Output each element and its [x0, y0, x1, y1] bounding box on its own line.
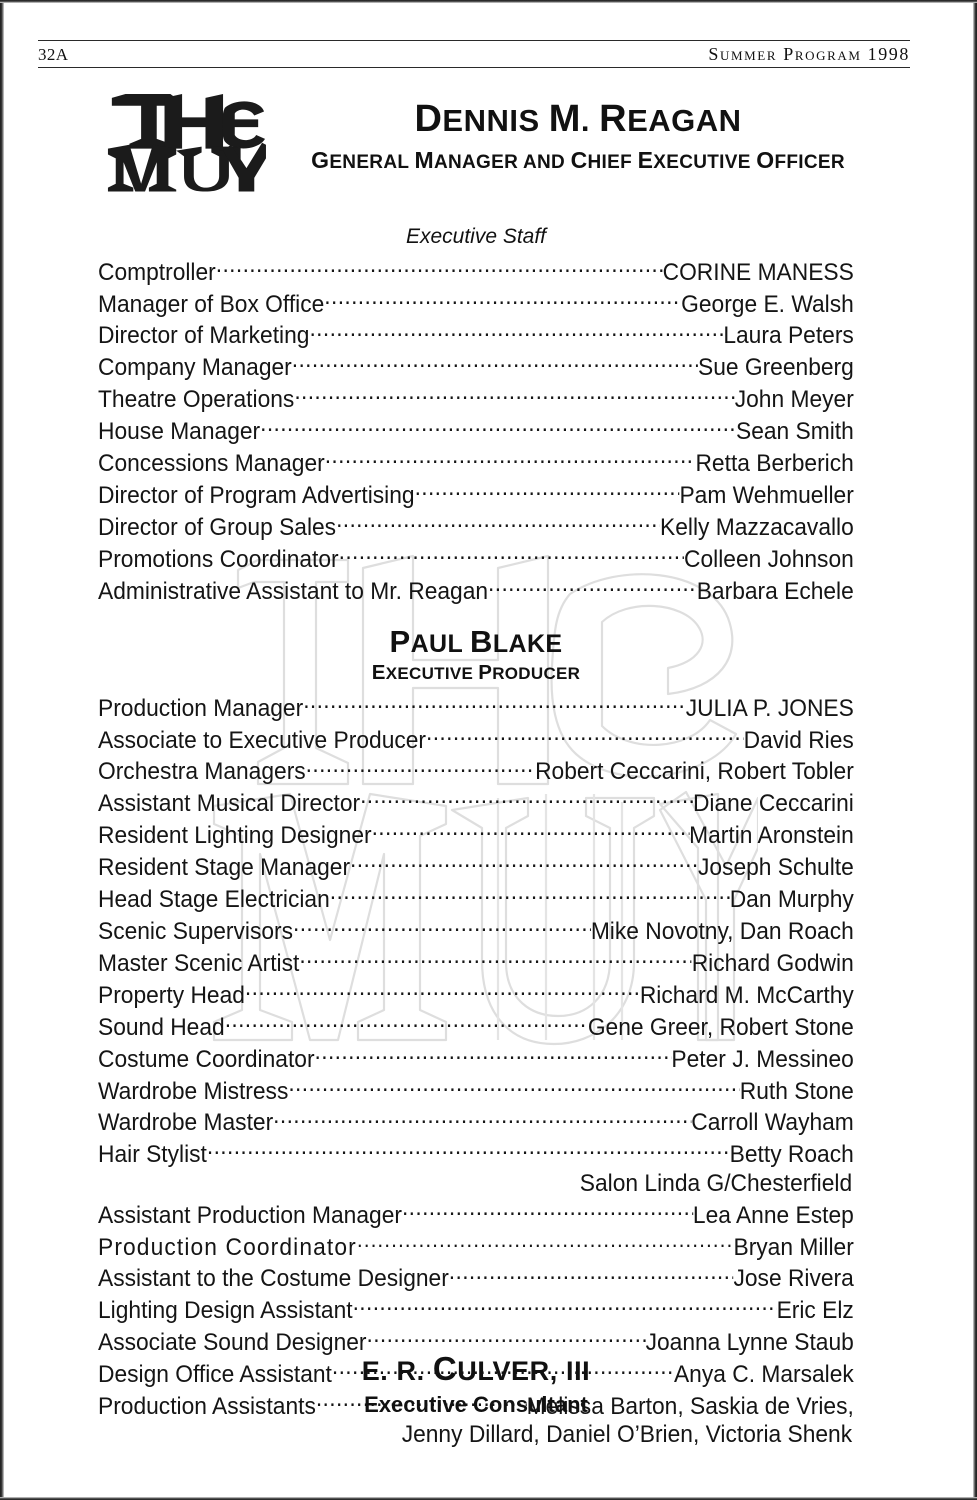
credit-role: Orchestra Managers: [98, 758, 306, 786]
page-folio: 32A: [38, 44, 69, 64]
dot-leader: [426, 723, 744, 748]
production-assistants-continuation: Jenny Dillard, Daniel O’Brien, Victoria Shenk: [401, 1421, 853, 1449]
credit-person: Richard M. McCarthy: [639, 981, 854, 1009]
credit-role: Production Assistants: [98, 1393, 316, 1421]
consultant-name: E. R. CULVER, III: [361, 1350, 591, 1387]
credit-person: Carroll Wayham: [691, 1109, 854, 1137]
dot-leader: [336, 510, 660, 535]
credit-person: Joseph Schulte: [697, 854, 854, 882]
issue-label: Summer Program 1998: [708, 44, 910, 64]
credit-person: Anya C. Marsalek: [673, 1361, 854, 1389]
producer-section-heading: [98, 626, 854, 683]
credit-person: Lea Anne Estep: [692, 1201, 854, 1229]
credit-row: [98, 1106, 854, 1138]
dot-leader: [330, 883, 730, 908]
credit-row: [98, 415, 854, 447]
credit-row: [98, 946, 854, 978]
the-muny-logo: [106, 94, 266, 192]
credit-row: [98, 1138, 854, 1170]
credit-row: [98, 914, 854, 946]
credit-person: Sue Greenberg: [697, 354, 854, 382]
dot-leader: [207, 1138, 730, 1163]
credit-role: Hair Stylist: [98, 1141, 207, 1169]
credit-person: Colleen Johnson: [684, 545, 854, 573]
dot-leader: [488, 574, 697, 599]
credit-person: Ruth Stone: [739, 1077, 854, 1105]
scan-edge-right: [973, 0, 977, 1500]
dot-leader: [293, 914, 591, 939]
credit-person: Gene Greer, Robert Stone: [587, 1013, 854, 1041]
credit-role: Resident Lighting Designer: [98, 822, 372, 850]
credit-role: Company Manager: [98, 354, 292, 382]
credit-role: Master Scenic Artist: [98, 949, 300, 977]
credit-row: [98, 1042, 854, 1074]
credit-role: Assistant Production Manager: [98, 1201, 402, 1229]
credit-role: Head Stage Electrician: [98, 886, 330, 914]
credit-row: [98, 1198, 854, 1230]
credits-body: [98, 225, 854, 1450]
credit-role: Manager of Box Office: [98, 290, 325, 318]
credit-role: House Manager: [98, 418, 261, 446]
credit-person: Bryan Miller: [733, 1233, 854, 1261]
dot-leader: [306, 755, 535, 780]
credit-person: Sean Smith: [736, 418, 854, 446]
credit-person: Laura Peters: [723, 322, 854, 350]
dot-leader: [353, 1294, 777, 1319]
credit-row: [98, 351, 854, 383]
credit-person: Betty Roach: [729, 1141, 854, 1169]
credit-role: Production Coordinator: [98, 1233, 357, 1261]
scan-edge-top: [0, 0, 977, 3]
credit-person: Retta Berberich: [695, 450, 854, 478]
credit-role: Production Manager: [98, 694, 304, 722]
dot-leader: [288, 1074, 739, 1099]
credit-row: [98, 542, 854, 574]
credit-row: [98, 1262, 854, 1294]
credit-role: Concessions Manager: [98, 450, 325, 478]
credit-row: [98, 510, 854, 542]
producer-role: EXECUTIVE PRODUCER: [371, 660, 581, 684]
credit-role: Resident Stage Manager: [98, 854, 351, 882]
consultant-role: Executive Consultant: [364, 1391, 588, 1417]
credit-role: Wardrobe Mistress: [98, 1077, 289, 1105]
credit-person: Dan Murphy: [729, 886, 854, 914]
credit-role: Assistant to the Costume Designer: [98, 1265, 449, 1293]
credit-person: Pam Wehmueller: [679, 481, 854, 509]
credit-row: [98, 978, 854, 1010]
credit-row: [98, 819, 854, 851]
executive-name: DENNIS M. REAGAN: [414, 98, 742, 140]
credit-person: Martin Aronstein: [689, 822, 854, 850]
credit-row: [98, 723, 854, 755]
credit-role: Scenic Supervisors: [98, 917, 294, 945]
dot-leader: [367, 1326, 646, 1351]
credit-row: [98, 1074, 854, 1106]
credit-role: Property Head: [98, 981, 245, 1009]
credit-row: [98, 1294, 854, 1326]
credit-person: Jose Rivera: [733, 1265, 854, 1293]
credit-row: [98, 319, 854, 351]
dot-leader: [357, 1230, 734, 1255]
dot-leader: [292, 351, 698, 376]
dot-leader: [315, 1042, 672, 1067]
dot-leader: [339, 542, 684, 567]
credit-row: [98, 574, 854, 606]
credit-role: Associate to Executive Producer: [98, 726, 427, 754]
credit-row: [98, 1010, 854, 1042]
credit-role: Associate Sound Designer: [98, 1329, 367, 1357]
dot-leader: [360, 787, 693, 812]
credit-role: Lighting Design Assistant: [98, 1297, 353, 1325]
dot-leader: [402, 1198, 693, 1223]
masthead: [38, 86, 910, 196]
credit-person: Peter J. Messineo: [671, 1045, 854, 1073]
dot-leader: [309, 319, 723, 344]
credit-row: [98, 691, 854, 723]
credit-row: [98, 755, 854, 787]
dot-leader: [350, 851, 698, 876]
credit-person: Richard Godwin: [691, 949, 854, 977]
credit-row: [98, 287, 854, 319]
credit-role: Theatre Operations: [98, 386, 295, 414]
credit-person: Robert Ceccarini, Robert Tobler: [535, 758, 854, 786]
credit-person: Barbara Echele: [696, 577, 854, 605]
production-staff-list: [98, 691, 854, 1170]
producer-name: PAUL BLAKE: [389, 624, 563, 660]
credit-role: Costume Coordinator: [98, 1045, 315, 1073]
credit-role: Wardrobe Master: [98, 1109, 274, 1137]
dot-leader: [260, 415, 736, 440]
consultant-credit: [98, 1352, 854, 1416]
credit-row: [98, 787, 854, 819]
credit-person: David Ries: [743, 726, 854, 754]
credit-row: [98, 383, 854, 415]
credit-person: JULIA P. JONES: [685, 694, 854, 722]
credit-row: [98, 851, 854, 883]
dot-leader: [299, 946, 691, 971]
hair-stylist-continuation: Salon Linda G/Chesterfield: [579, 1169, 853, 1197]
credit-role: Promotions Coordinator: [98, 545, 339, 573]
dot-leader: [449, 1262, 734, 1287]
credit-role: Administrative Assistant to Mr. Reagan: [98, 577, 489, 605]
credit-row: [98, 447, 854, 479]
credit-row: [98, 1230, 854, 1262]
credit-role: Director of Marketing: [98, 322, 310, 350]
executive-staff-list: [98, 255, 854, 606]
dot-leader: [273, 1106, 691, 1131]
credit-role: Comptroller: [98, 258, 216, 286]
credit-row: [98, 883, 854, 915]
dot-leader: [216, 255, 663, 280]
dot-leader: [245, 978, 640, 1003]
credit-role: Director of Program Advertising: [98, 481, 415, 509]
credit-role: Sound Head: [98, 1013, 225, 1041]
credit-person: George E. Walsh: [681, 290, 854, 318]
credit-role: Design Office Assistant: [98, 1361, 332, 1389]
executive-staff-caption: Executive Staff: [405, 225, 547, 248]
dot-leader: [325, 447, 696, 472]
dot-leader: [324, 287, 681, 312]
credit-person: Eric Elz: [776, 1297, 854, 1325]
credit-person: Mike Novotny, Dan Roach: [590, 917, 854, 945]
dot-leader: [225, 1010, 588, 1035]
scan-edge-left: [0, 0, 4, 1500]
credit-row: [98, 255, 854, 287]
dot-leader: [415, 478, 680, 503]
credit-person: Kelly Mazzacavallo: [660, 513, 854, 541]
credit-person: Joanna Lynne Staub: [645, 1329, 854, 1357]
dot-leader: [294, 383, 734, 408]
credit-role: Assistant Musical Director: [98, 790, 361, 818]
credit-person: CORINE MANESS: [662, 258, 854, 286]
credit-person: John Meyer: [734, 386, 854, 414]
dot-leader: [303, 691, 686, 716]
credit-person: Melissa Barton, Saskia de Vries,: [526, 1393, 854, 1421]
running-head: [38, 40, 910, 68]
credit-role: Director of Group Sales: [98, 513, 337, 541]
credit-person: Diane Ceccarini: [692, 790, 854, 818]
credit-row: [98, 478, 854, 510]
executive-role: GENERAL MANAGER AND CHIEF EXECUTIVE OFFICER: [311, 146, 845, 173]
executive-title-block: [288, 100, 868, 173]
dot-leader: [372, 819, 690, 844]
